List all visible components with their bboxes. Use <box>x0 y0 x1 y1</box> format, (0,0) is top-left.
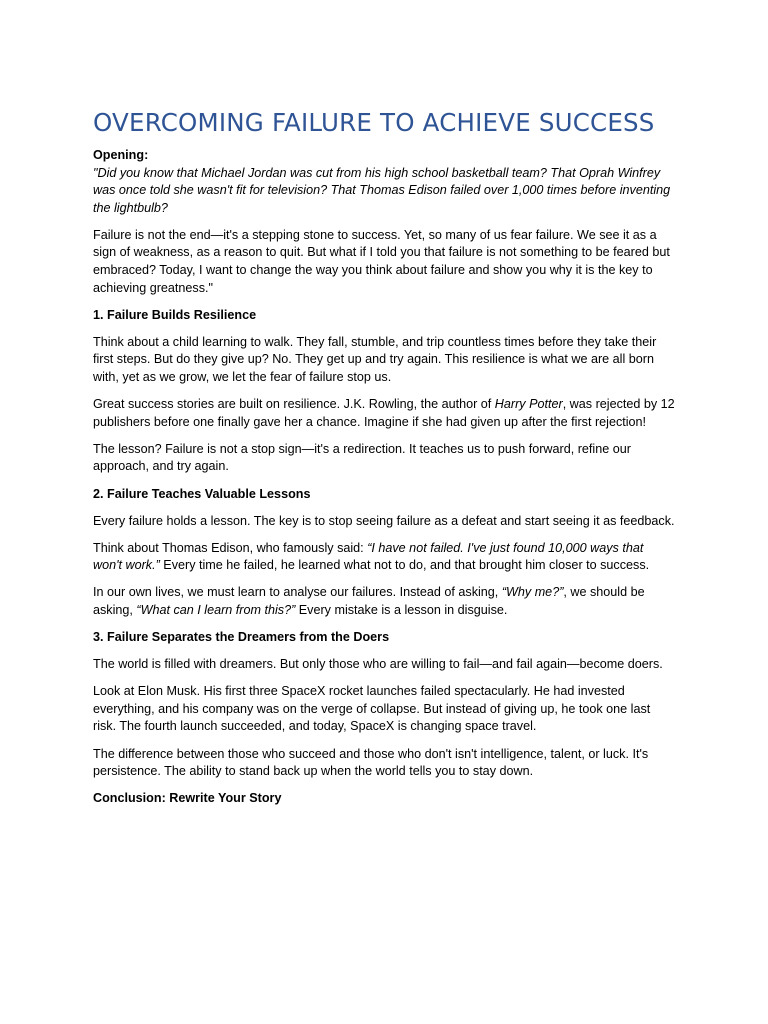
section-heading-resilience: 1. Failure Builds Resilience <box>93 307 257 322</box>
paragraph-child-walking: Think about a child learning to walk. They fall, stumble, and trip countless times before they take their first steps. But do they give up? No. They get up and try again. This resilience is what we are all born with, yet as we grow, we let the fear of failure stop us. <box>93 334 657 385</box>
paragraph-rowling-text-2: , was rejected by 12 publishers before one finally gave her a chance. Imagine if she had given up after the first rejection! <box>93 397 675 429</box>
paragraph-feedback: Every failure holds a lesson. The key is to stop seeing failure as a defeat and start seeing it as feedback. <box>93 513 675 528</box>
intro-paragraph: Failure is not the end—it's a stepping stone to success. Yet, so many of us fear failure. We see it as a sign of weakness, as a reason to quit. But what if I told you that failure is not something to be feared but embraced? Today, I want to change the way you think about failure and show you why it is the key to achieving greatness." <box>93 227 670 295</box>
paragraph-edison-text-2: Every time he failed, he learned what not to do, and that brought him closer to success. <box>159 558 650 573</box>
edison-quote: “I have not failed. I've just found 10,000 ways that won't work.” <box>93 540 644 573</box>
paragraph-lesson-redirection: The lesson? Failure is not a stop sign—it's a redirection. It teaches us to push forward, refine our approach, and try again. <box>93 441 631 474</box>
paragraph-analyse-text-1: In our own lives, we must learn to analyse our failures. Instead of asking, <box>93 585 502 600</box>
section-heading-conclusion: Conclusion: Rewrite Your Story <box>93 791 282 806</box>
quote-why-me: “Why me?” <box>501 585 564 600</box>
section-heading-lessons: 2. Failure Teaches Valuable Lessons <box>93 486 311 501</box>
paragraph-analyse <box>93 584 675 619</box>
paragraph-analyse-text-2: , we should be asking, <box>93 585 645 617</box>
paragraph-rowling-text-1: Great success stories are built on resilience. J.K. Rowling, the author of <box>93 397 495 412</box>
book-title-harry-potter: Harry Potter <box>494 397 563 412</box>
paragraph-edison <box>93 540 675 575</box>
paragraph-persistence: The difference between those who succeed and those who don't isn't intelligence, talent, or luck. It's persistence. The ability to stand back up when the world tells you to stay down. <box>93 746 649 779</box>
section-heading-dreamers-doers: 3. Failure Separates the Dreamers from the Doers <box>93 630 390 645</box>
paragraph-elon-musk: Look at Elon Musk. His first three SpaceX rocket launches failed spectacularly. He had invested everything, and his company was on the verge of collapse. But instead of giving up, he took one last risk. The fourth launch succeeded, and today, SpaceX is changing space travel. <box>93 684 651 734</box>
document-body <box>93 108 675 817</box>
opening-quote: "Did you know that Michael Jordan was cut from his high school basketball team? That Oprah Winfrey was once told she wasn't fit for television? That Thomas Edison failed over 1,000 times before inventing the lightbulb? <box>93 165 671 215</box>
quote-what-can-i-learn: “What can I learn from this?” <box>136 602 296 617</box>
paragraph-dreamers: The world is filled with dreamers. But only those who are willing to fail—and fail again—become doers. <box>93 657 663 672</box>
opening-label: Opening: <box>93 148 149 162</box>
paragraph-edison-text-1: Think about Thomas Edison, who famously said: <box>93 540 368 555</box>
paragraph-rowling <box>93 396 675 431</box>
paragraph-analyse-text-3: Every mistake is a lesson in disguise. <box>295 602 508 617</box>
document-title: OVERCOMING FAILURE TO ACHIEVE SUCCESS <box>93 108 655 137</box>
